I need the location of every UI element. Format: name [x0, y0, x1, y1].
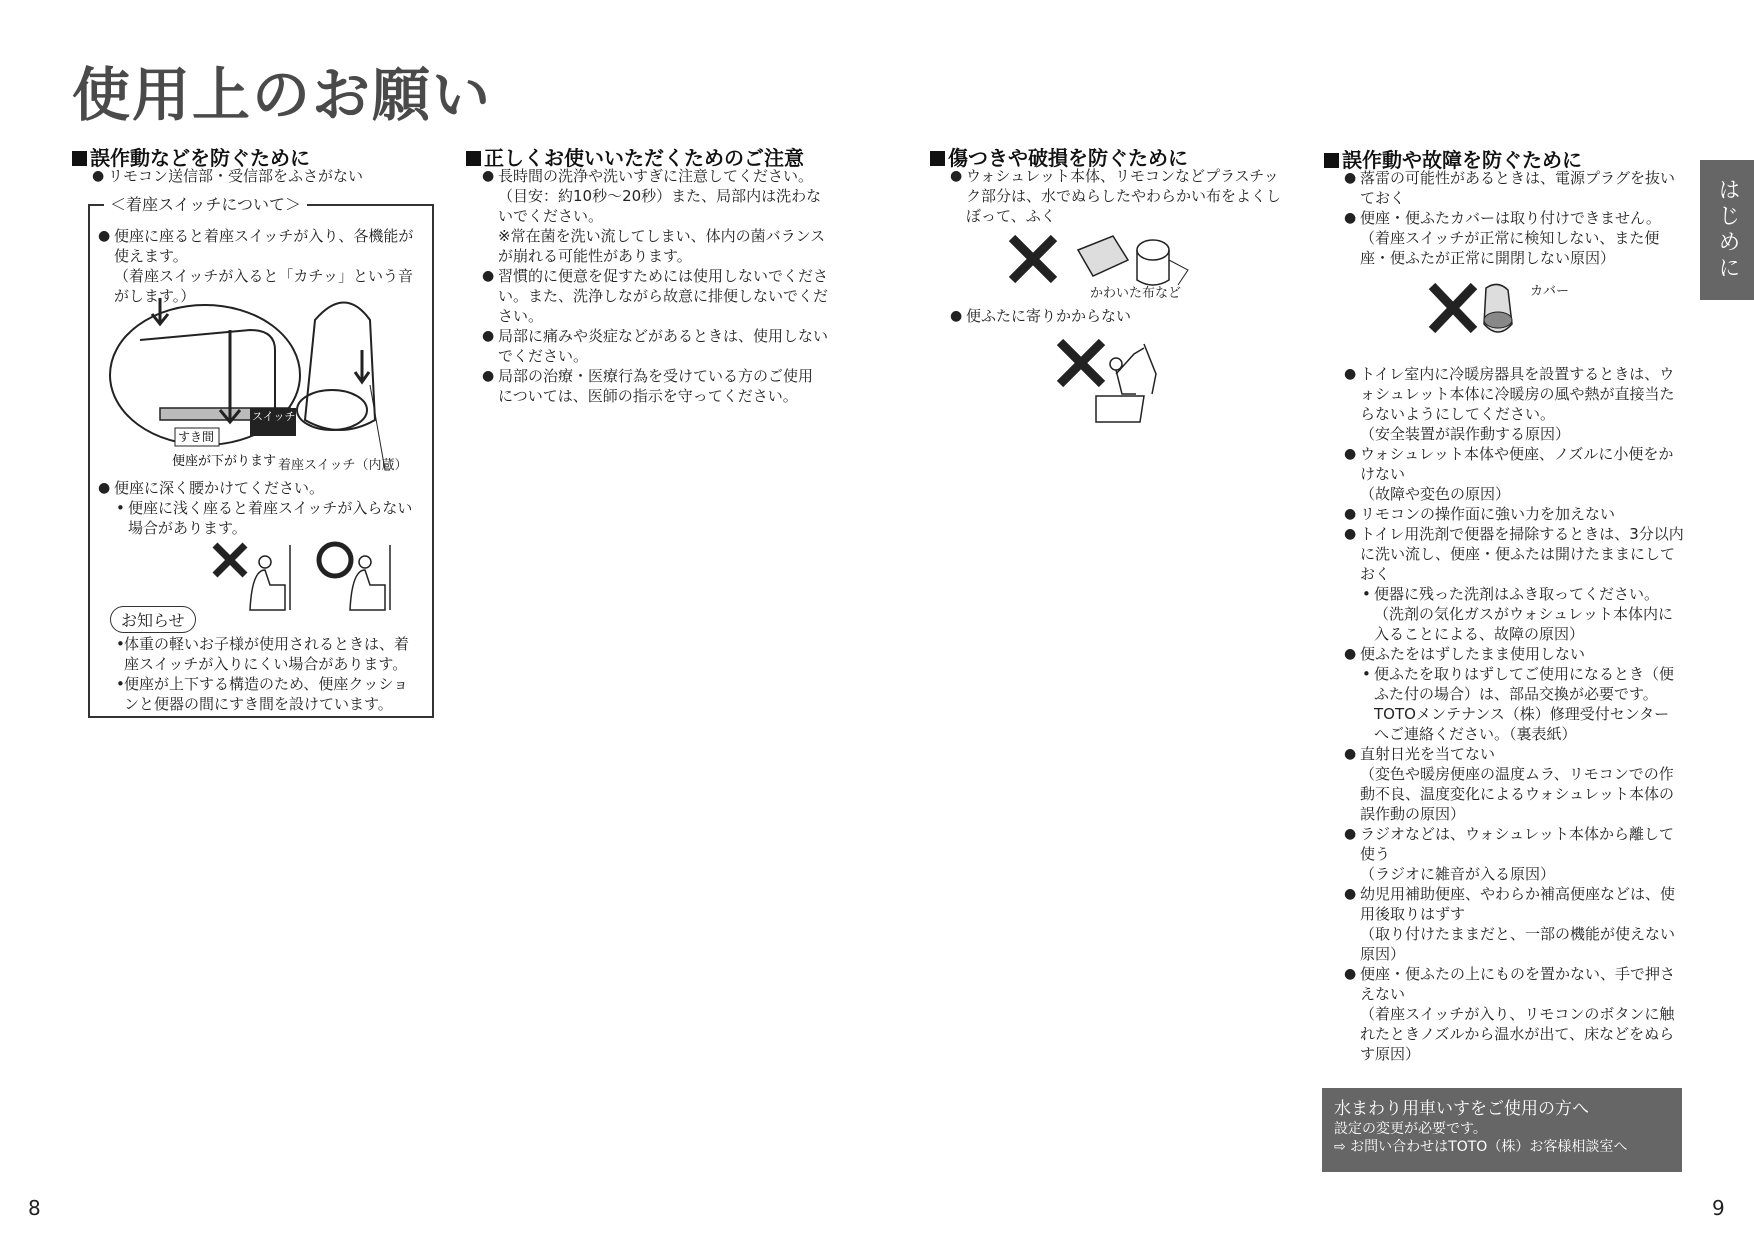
list-item: ● 便ふたをはずしたまま使用しない [1344, 644, 1684, 664]
list-item: ● トイレ室内に冷暖房器具を設置するときは、ウォシュレット本体に冷暖房の風や熱が直接当たらないようにしてください。 [1344, 364, 1684, 424]
list-item: ● 便座に深く腰かけてください。 [98, 478, 416, 498]
note: （着座スイッチが入り、リモコンのボタンに触れたときノズルから温水が出て、床などをぬらす原因） [1360, 1005, 1675, 1063]
note: （目安：約10秒〜20秒）また、局部内は洗わないでください。 [498, 187, 822, 225]
section-heading-malfunction-prevention: 誤作動などを防ぐために [72, 142, 310, 171]
list-item: ● 直射日光を当てない [1344, 744, 1684, 764]
list-item: ● 長時間の洗浄や洗いすぎに注意してください。 [482, 166, 828, 186]
section-heading-failure-prevention: 誤作動や故障を防ぐために [1324, 144, 1582, 173]
chapter-tab: はじめに [1700, 160, 1754, 300]
notice-item: • 体重の軽いお子様が使用されるときは、着座スイッチが入りにくい場合があります。 [98, 634, 418, 674]
square-bullet-icon [466, 151, 481, 166]
wrong-x-icon [1060, 342, 1102, 384]
wrong-x-icon [215, 545, 245, 575]
wrong-x-icon [1432, 286, 1474, 330]
info-heading: 水まわり用車いすをご使用の方へ [1334, 1099, 1589, 1119]
list-item: ● 局部の治療・医療行為を受けている方のご使用については、医師の指示を守ってください。 [482, 366, 828, 406]
note: （着座スイッチが入ると「カチッ」という音がします。） [114, 267, 413, 305]
list-item: ● ラジオなどは、ウォシュレット本体から離して使う [1344, 824, 1684, 864]
seat-cover-illustration [1428, 280, 1518, 342]
wheelchair-info-box [1322, 1088, 1682, 1172]
leaning-on-lid-illustration [1056, 334, 1166, 426]
wrong-x-icon [1012, 238, 1054, 280]
dry-cloth-caption: かわいた布など [1090, 286, 1182, 301]
cover-label: カバー [1530, 284, 1570, 299]
switch-builtin-label: 着座スイッチ（内蔵） [278, 458, 408, 473]
sitting-posture-illustration [210, 540, 410, 620]
note: （変色や暖房便座の温度ムラ、リモコンでの作動不良、温度変化によるウォシュレット本体の誤作動の原因） [1360, 765, 1674, 823]
sub-item: • 便器に残った洗剤はふき取ってください。 [1344, 584, 1684, 604]
seat-switch-illustration [100, 290, 422, 480]
section3-list [950, 166, 1288, 226]
list-item: ● リモコンの操作面に強い力を加えない [1344, 504, 1684, 524]
page-number-left: 8 [28, 1196, 41, 1220]
list-item: ● 便座に座ると着座スイッチが入り、各機能が使えます。 [98, 226, 416, 266]
section4-list-bottom [1344, 364, 1684, 1064]
note: （故障や変色の原因） [1360, 485, 1511, 503]
notice-badge: お知らせ [110, 606, 196, 633]
list-item: ● トイレ用洗剤で便器を掃除するときは、3分以内に洗い流し、便座・便ふたは開けたままにしておく [1344, 524, 1684, 584]
gap-label: すき間 [178, 430, 215, 444]
sub-item: • 便座に浅く座ると着座スイッチが入らない場合があります。 [98, 498, 416, 538]
list-item: ● 便座・便ふたカバーは取り付けできません。 [1344, 208, 1684, 228]
note: （安全装置が誤作動する原因） [1360, 425, 1571, 443]
note: （洗剤の気化ガスがウォシュレット本体内に入ることによる、故障の原因） [1374, 605, 1673, 643]
list-item: ● 局部に痛みや炎症などがあるときは、使用しないでください。 [482, 326, 828, 366]
list-item: ● 便座・便ふたの上にものを置かない、手で押さえない [1344, 964, 1684, 1004]
sub-item: • 便ふたを取りはずしてご使用になるとき（便ふた付の場合）は、部品交換が必要です。TOTOメンテナンス（株）修理受付センターへご連絡ください。（裏表紙） [1344, 664, 1684, 744]
box-title: ＜着座スイッチについて＞ [104, 192, 307, 215]
info-text: 設定の変更が必要です。 [1334, 1121, 1487, 1137]
list-item: ● ウォシュレット本体、リモコンなどプラスチック部分は、水でぬらしたやわらかい布をよくしぼって、ふく [950, 166, 1288, 226]
square-bullet-icon [1324, 153, 1339, 168]
list-item: ● 幼児用補助便座、やわらか補高便座などは、使用後取りはずす [1344, 884, 1684, 924]
note: ※常在菌を洗い流してしまい、体内の菌バランスが崩れる可能性があります。 [498, 227, 826, 265]
notice-item: • 便座が上下する構造のため、便座クッションと便器の間にすき間を設けています。 [98, 674, 418, 714]
section2-list [482, 166, 828, 406]
switch-on-label: スイッチON [252, 410, 313, 423]
list-item: ● リモコン送信部・受信部をふさがない [92, 166, 432, 186]
list-item: ● ウォシュレット本体や便座、ノズルに小便をかけない [1344, 444, 1684, 484]
note: （着座スイッチが正常に検知しない、また便座・便ふたが正常に開閉しない原因） [1360, 229, 1660, 267]
square-bullet-icon [72, 151, 87, 166]
page-number-right: 9 [1712, 1196, 1725, 1220]
list-item: ● 便ふたに寄りかからない [950, 306, 1288, 326]
list-item: ● 落雷の可能性があるときは、電源プラグを抜いておく [1344, 168, 1684, 208]
info-contact: ⇨ お問い合わせはTOTO（株）お客様相談室へ [1334, 1139, 1628, 1155]
section4-list-top [1344, 168, 1684, 268]
section1-list [92, 166, 432, 186]
note: （取り付けたままだと、一部の機能が使えない原因） [1360, 925, 1676, 963]
cloth-icon [1078, 236, 1128, 276]
seat-switch-box [88, 195, 434, 718]
correct-o-icon [319, 544, 351, 576]
square-bullet-icon [930, 151, 945, 166]
toilet-paper-icon [1137, 240, 1169, 260]
page-title: 使用上のお願い [72, 61, 493, 129]
seat-down-label: 便座が下がります [172, 454, 277, 469]
section-heading-damage-prevention: 傷つきや破損を防ぐために [930, 142, 1188, 171]
list-item: ● 習慣的に便意を促すためには使用しないでください。また、洗浄しながら故意に排便しないでください。 [482, 266, 828, 326]
note: （ラジオに雑音が入る原因） [1360, 865, 1556, 883]
section-heading-correct-use: 正しくお使いいただくためのご注意 [466, 142, 804, 171]
